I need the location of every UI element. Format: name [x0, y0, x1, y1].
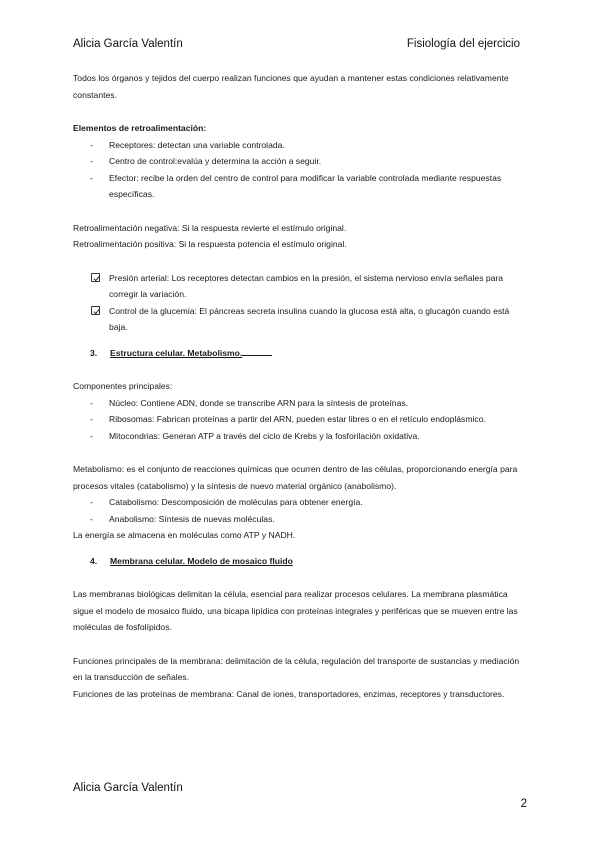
footer-author: Alicia García Valentín	[73, 782, 183, 794]
metabolism-paragraph: Metabolismo: es el conjunto de reacciones químicas que ocurren dentro de las células, proporcionando energía para procesos vitales (catabolismo) y la síntesis de nuevo material orgánico (anabolismo).	[73, 464, 518, 491]
intro-paragraph: Todos los órganos y tejidos del cuerpo realizan funciones que ayudan a mantener estas condiciones relativamente constantes.	[73, 73, 509, 100]
metabolism-list	[73, 494, 528, 527]
list-item	[91, 303, 528, 336]
section-title: Estructura celular. Metabolismo.	[110, 347, 243, 358]
components-list	[73, 395, 528, 445]
protein-functions: Funciones de las proteínas de membrana: Canal de iones, transportadores, enzimas, receptores y transductores.	[73, 688, 505, 699]
list-item: - Ribosomas: Fabrican proteínas a partir del ARN, pueden estar libres o en el retículo endoplásmico.	[73, 411, 528, 428]
list-item: - Catabolismo: Descomposición de moléculas para obtener energía.	[73, 494, 528, 511]
components-intro: Componentes principales:	[73, 381, 173, 391]
example-text: Presión arterial: Los receptores detectan cambios en la presión, el sistema nervioso envía señales para corregir la variación.	[109, 272, 504, 299]
section-number: 4.	[90, 555, 98, 566]
list-item: - Efector: recibe la orden del centro de control para modificar la variable controlada mediante respuestas específicas.	[73, 170, 528, 203]
header-author: Alicia García Valentín	[73, 38, 183, 50]
page-content	[73, 70, 528, 702]
page-number: 2	[520, 798, 527, 810]
negative-feedback: Retroalimentación negativa: Si la respuesta revierte el estímulo original.	[73, 222, 347, 233]
section-title: Membrana celular. Modelo de mosaico fluido	[110, 555, 293, 566]
examples-list	[73, 270, 528, 336]
checkbox-checked-icon	[91, 273, 100, 282]
list-item: - Núcleo: Contiene ADN, donde se transcribe ARN para la síntesis de proteínas.	[73, 395, 528, 412]
membrane-paragraph: Las membranas biológicas delimitan la célula, esencial para realizar procesos celulares. La membrana plasmática sigue el modelo de mosaico fluido, una bicapa lipídica con proteínas integrales y periféricas que se mueven entre las moléculas de fosfolípidos.	[73, 589, 518, 632]
section-number: 3.	[90, 347, 98, 358]
positive-feedback: Retroalimentación positiva: Si la respuesta potencia el estímulo original.	[73, 239, 347, 249]
list-item: - Centro de control:evalúa y determina la acción a seguir.	[73, 153, 528, 170]
list-item	[91, 270, 528, 303]
example-text: Control de la glucemia: El páncreas secreta insulina cuando la glucosa está alta, o glucagón cuando está baja.	[109, 305, 510, 332]
energy-paragraph: La energía se almacena en moléculas como ATP y NADH.	[73, 530, 296, 540]
list-item: - Receptores: detectan una variable controlada.	[73, 137, 528, 154]
section-3-heading	[73, 345, 528, 362]
feedback-list	[73, 137, 528, 203]
feedback-heading: Elementos de retroalimentación:	[73, 123, 207, 133]
list-item: - Mitocondrias: Generan ATP a través del ciclo de Krebs y la fosforilación oxidativa.	[73, 428, 528, 445]
membrane-functions: Funciones principales de la membrana: delimitación de la célula, regulación del transporte de sustancias y mediación en la transducción de señales.	[73, 655, 520, 682]
list-item: - Anabolismo: Síntesis de nuevas moléculas.	[73, 511, 528, 528]
header-subject: Fisiología del ejercicio	[406, 38, 520, 50]
checkbox-checked-icon	[91, 306, 100, 315]
section-4-heading	[73, 553, 528, 570]
